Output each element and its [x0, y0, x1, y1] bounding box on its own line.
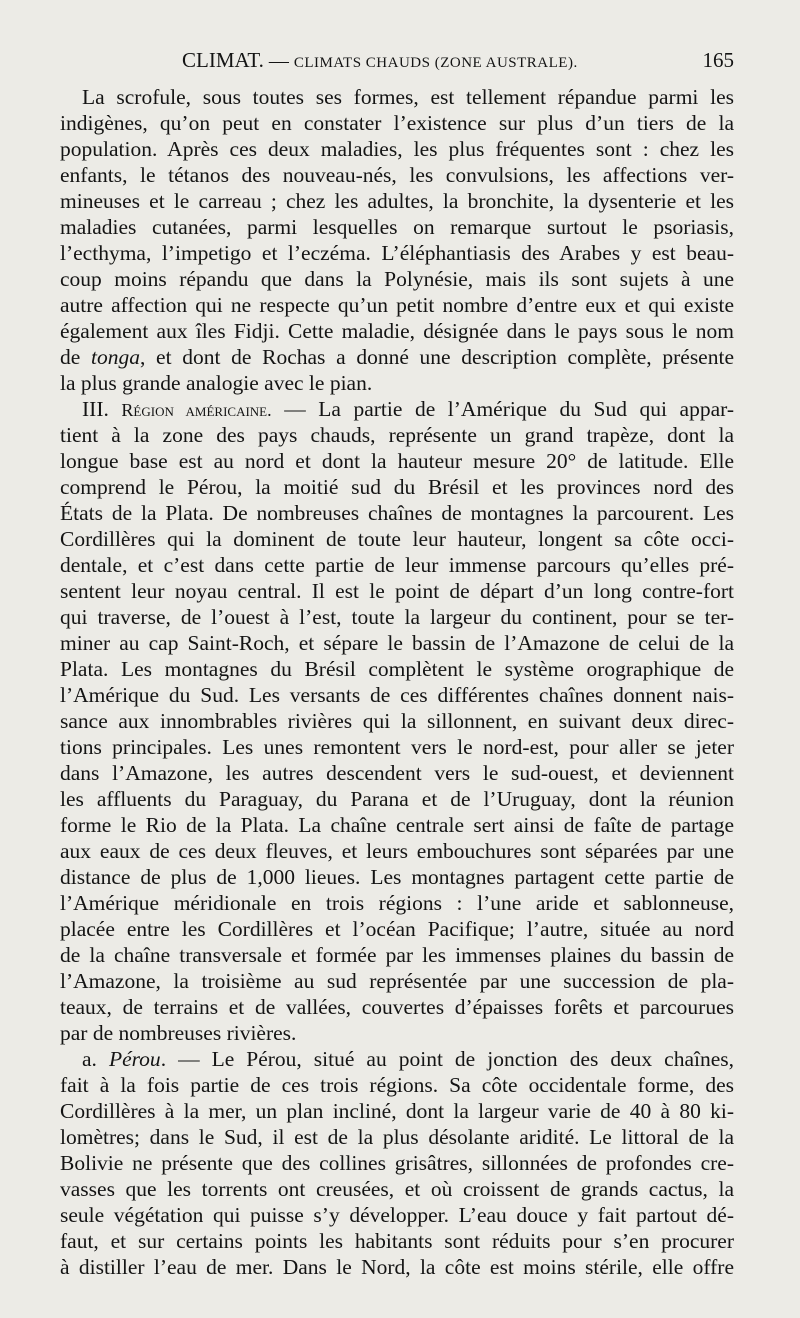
section-heading-smallcaps: Région américaine. [121, 400, 272, 420]
text-line [60, 84, 734, 110]
line-text: population. Après ces deux maladies, les plus fréquentes sont : chez les [60, 137, 734, 161]
line-text: teaux, de terrains et de vallées, couvertes d’épaisses forêts et parcourues [60, 995, 734, 1019]
italic-term: tonga [90, 345, 140, 369]
text-line [60, 890, 734, 916]
header-dash: — [263, 50, 294, 72]
text-line [60, 370, 734, 396]
running-header [60, 48, 734, 80]
text-line [60, 942, 734, 968]
line-text: longue base est au nord et dont la hauteur mesure 20° de latitude. Elle [60, 449, 734, 473]
text-line [60, 188, 734, 214]
text-line [60, 136, 734, 162]
line-text: — La partie de l’Amérique du Sud qui appar- [271, 397, 735, 421]
line-text: tions principales. Les unes remontent vers le nord-est, pour aller se jeter [60, 735, 734, 759]
line-text: Bolivie ne présente que des collines grisâtres, sillonnées de profondes cre- [60, 1151, 734, 1175]
line-text: Plata. Les montagnes du Brésil complètent le système orographique de [60, 657, 734, 681]
text-line [60, 1072, 734, 1098]
line-text: , et dont de Rochas a donné une description complète, présente [139, 345, 734, 369]
text-line [60, 656, 734, 682]
line-text: distance de plus de 1,000 lieues. Les montagnes partagent cette partie de [60, 865, 734, 889]
line-text: autre affection qui ne respecte qu’un petit nombre d’entre eux et qui existe [60, 293, 734, 317]
subsection-title: CLIMATS CHAUDS (ZONE AUSTRALE). [293, 55, 578, 71]
text-line [60, 474, 734, 500]
section-title: CLIMAT. [182, 48, 264, 72]
line-text: la plus grande analogie avec le pian. [60, 371, 373, 395]
line-prefix: de [60, 345, 91, 369]
line-text: qui traverse, de l’ouest à l’est, toute la largeur du continent, pour se ter- [60, 605, 734, 629]
text-line [60, 266, 734, 292]
line-prefix: a. [82, 1047, 109, 1071]
line-text: placée entre les Cordillères et l’océan Pacifique; l’autre, située au nord [60, 917, 734, 941]
line-text: États de la Plata. De nombreuses chaînes de montagnes la parcourent. Les [60, 501, 734, 525]
text-line [60, 1202, 734, 1228]
text-line [60, 292, 734, 318]
line-text: maladies cutanées, parmi lesquelles on remarque surtout le psoriasis, [60, 215, 734, 239]
text-line [60, 968, 734, 994]
text-line [60, 1150, 734, 1176]
text-line [60, 552, 734, 578]
line-text: Cordillères à la mer, un plan incliné, dont la largeur varie de 40 à 80 ki- [60, 1099, 734, 1123]
text-line [60, 916, 734, 942]
line-text: faut, et sur certains points les habitants sont réduits pour s’en procurer [60, 1229, 734, 1253]
line-text: indigènes, qu’on peut en constater l’existence sur plus d’un tiers de la [60, 111, 734, 135]
line-text: l’Amazone, la troisième au sud représentée par une succession de pla- [60, 969, 734, 993]
page-number: 165 [702, 48, 734, 72]
body-text [60, 84, 734, 1280]
text-line [60, 1176, 734, 1202]
text-line [60, 630, 734, 656]
line-text: sentent leur noyau central. Il est le point de départ d’un long contre-fort [60, 579, 734, 603]
text-line [60, 162, 734, 188]
text-line [60, 786, 734, 812]
text-line [60, 812, 734, 838]
line-text: La scrofule, sous toutes ses formes, est tellement répandue parmi les [82, 85, 734, 109]
line-text: l’ecthyma, l’impetigo et l’eczéma. L’éléphantiasis des Arabes y est beau- [60, 241, 734, 265]
line-text: tient à la zone des pays chauds, représente un grand trapèze, dont la [60, 423, 734, 447]
line-text: comprend le Pérou, la moitié sud du Brésil et les provinces nord des [60, 475, 734, 499]
text-line [60, 1046, 734, 1072]
text-line [60, 760, 734, 786]
line-text: sance aux innombrables rivières qui la sillonnent, en suivant deux direc- [60, 709, 734, 733]
line-text: l’Amérique méridionale en trois régions : l’une aride et sablonneuse, [60, 891, 734, 915]
line-prefix: III. [82, 397, 122, 421]
line-text: Cordillères qui la dominent de toute leur hauteur, longent sa côte occi- [60, 527, 734, 551]
line-text: par de nombreuses rivières. [60, 1021, 297, 1045]
text-line [60, 1228, 734, 1254]
line-text: . — Le Pérou, situé au point de jonction des deux chaînes, [160, 1047, 735, 1071]
line-text: dentale, et c’est dans cette partie de leur immense parcours qu’elles pré- [60, 553, 734, 577]
text-line [60, 396, 734, 422]
line-text: également aux îles Fidji. Cette maladie, désignée dans le pays sous le nom [60, 319, 734, 343]
text-line [60, 1098, 734, 1124]
line-text: l’Amérique du Sud. Les versants de ces différentes chaînes donnent nais- [60, 683, 734, 707]
text-line [60, 318, 734, 344]
text-line [60, 214, 734, 240]
italic-term: Pérou [108, 1047, 161, 1071]
text-line [60, 500, 734, 526]
line-text: miner au cap Saint-Roch, et sépare le bassin de l’Amazone de celui de la [60, 631, 734, 655]
text-line [60, 578, 734, 604]
text-line [60, 838, 734, 864]
line-text: fait à la fois partie de ces trois régions. Sa côte occidentale forme, des [60, 1073, 734, 1097]
line-text: forme le Rio de la Plata. La chaîne centrale sert ainsi de faîte de partage [60, 813, 734, 837]
line-text: à distiller l’eau de mer. Dans le Nord, la côte est moins stérile, elle offre [60, 1255, 734, 1279]
text-line [60, 110, 734, 136]
running-title [182, 48, 578, 73]
text-line [60, 734, 734, 760]
line-text: aux eaux de ces deux fleuves, et leurs embouchures sont séparées par une [60, 839, 734, 863]
line-text: seule végétation qui puisse s’y développer. L’eau douce y fait partout dé- [60, 1203, 734, 1227]
line-text: vasses que les torrents ont creusées, et où croissent de grands cactus, la [60, 1177, 734, 1201]
line-text: coup moins répandu que dans la Polynésie, mais ils sont sujets à une [60, 267, 734, 291]
text-line [60, 240, 734, 266]
text-line [60, 604, 734, 630]
line-text: lomètres; dans le Sud, il est de la plus désolante aridité. Le littoral de la [60, 1125, 734, 1149]
text-line [60, 448, 734, 474]
text-line [60, 1124, 734, 1150]
text-line [60, 994, 734, 1020]
line-text: de la chaîne transversale et formée par les immenses plaines du bassin de [60, 943, 734, 967]
text-line [60, 708, 734, 734]
line-text: mineuses et le carreau ; chez les adultes, la bronchite, la dysenterie et les [60, 189, 734, 213]
text-line [60, 1254, 734, 1280]
text-line [60, 1020, 734, 1046]
line-text: les affluents du Paraguay, du Parana et de l’Uruguay, dont la réunion [60, 787, 734, 811]
line-text: enfants, le tétanos des nouveau-nés, les convulsions, les affections ver- [60, 163, 734, 187]
text-line [60, 422, 734, 448]
text-line [60, 864, 734, 890]
text-line [60, 526, 734, 552]
line-text: dans l’Amazone, les autres descendent vers le sud-ouest, et deviennent [60, 761, 734, 785]
text-line [60, 682, 734, 708]
text-line [60, 344, 734, 370]
